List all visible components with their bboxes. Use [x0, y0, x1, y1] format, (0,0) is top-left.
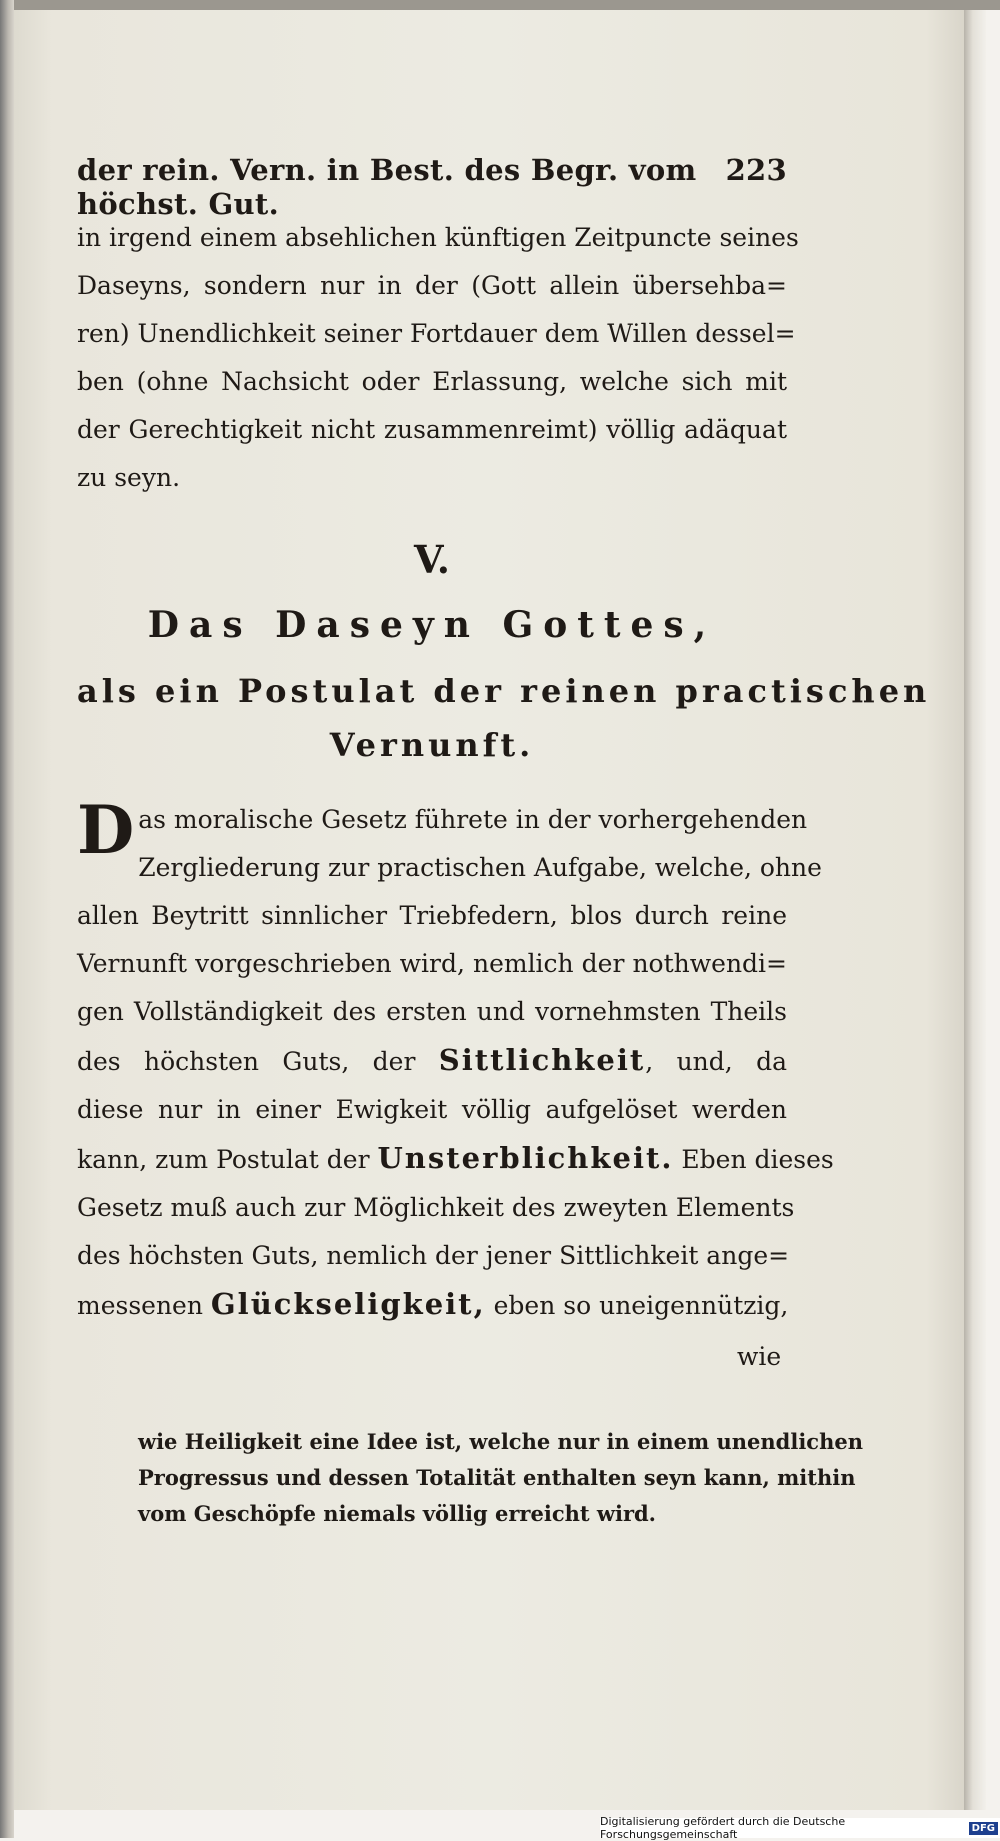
footnote-line: wie Heiligkeit eine Idee ist, welche nur in einem unendlichen: [138, 1429, 863, 1454]
text-line: ben (ohne Nachsicht oder Erlassung, welche sich mit: [77, 367, 787, 396]
dfg-logo: DFG: [969, 1822, 998, 1835]
drop-cap: D: [77, 791, 135, 869]
text-line: as moralische Gesetz führete in der vorhergehenden: [138, 805, 808, 834]
scan-top-edge: [0, 0, 1000, 10]
footnote-line: Progressus und dessen Totalität enthalten seyn kann, mithin: [138, 1465, 856, 1490]
text-line: gen Vollständigkeit des ersten und vornehmsten Theils: [77, 997, 787, 1026]
text-line: [77, 1134, 834, 1184]
body-paragraph: [77, 791, 834, 1330]
text-segment: des höchsten Guts, der: [77, 1047, 416, 1076]
running-head-title: der rein. Vern. in Best. des Begr. vom höchst. Gut.: [77, 153, 697, 221]
text-line: zu seyn.: [77, 463, 181, 492]
digitization-footer: [600, 1815, 1000, 1841]
section-title-line-1: Das Daseyn Gottes,: [147, 604, 717, 646]
text-line: des höchsten Guts, nemlich der jener Sittlichkeit ange=: [77, 1241, 790, 1270]
emphasized-word: Unsterblichkeit.: [377, 1141, 674, 1175]
text-line: [77, 1280, 787, 1330]
text-line: [77, 1036, 787, 1086]
page-edge: [964, 10, 986, 1810]
emphasized-word: Sittlichkeit: [438, 1043, 646, 1077]
text-line: diese nur in einer Ewigkeit völlig aufgelöset werden: [77, 1095, 787, 1124]
page-number: 223: [725, 153, 787, 187]
text-segment: kann, zum Postulat der: [77, 1145, 370, 1174]
text-line: der Gerechtigkeit nicht zusammenreimt) völlig adäquat: [77, 415, 787, 444]
footnote: [138, 1424, 863, 1532]
text-segment: , und, da: [645, 1047, 788, 1076]
text-line: in irgend einem absehlichen künftigen Zeitpuncte seines: [77, 223, 799, 252]
footer-text: Digitalisierung gefördert durch die Deutsche Forschungsgemeinschaft: [600, 1815, 846, 1841]
catchword: wie: [737, 1342, 782, 1371]
text-line: Daseyns, sondern nur in der (Gott allein übersehba=: [77, 271, 787, 300]
section-number: V.: [413, 537, 451, 582]
book-spine-shadow: [0, 0, 14, 1838]
text-line: Zergliederung zur practischen Aufgabe, welche, ohne: [138, 853, 822, 882]
text-segment: Eben dieses: [681, 1145, 834, 1174]
text-line: Vernunft vorgeschrieben wird, nemlich der nothwendi=: [77, 949, 787, 978]
text-line: Gesetz muß auch zur Möglichkeit des zweyten Elements: [77, 1193, 795, 1222]
emphasized-word: Glückseligkeit,: [210, 1287, 486, 1321]
footnote-line: vom Geschöpfe niemals völlig erreicht wird.: [138, 1501, 656, 1526]
section-title-line-3: Vernunft.: [329, 726, 535, 764]
text-segment: messenen: [77, 1291, 203, 1320]
text-segment: eben so uneigennützig,: [493, 1291, 789, 1320]
section-title-line-2: als ein Postulat der reinen practischen: [77, 672, 931, 710]
text-line: ren) Unendlichkeit seiner Fortdauer dem Willen dessel=: [77, 319, 796, 348]
carryover-text: [77, 214, 799, 502]
text-line: allen Beytritt sinnlicher Triebfedern, blos durch reine: [77, 901, 787, 930]
running-head: [77, 153, 787, 221]
